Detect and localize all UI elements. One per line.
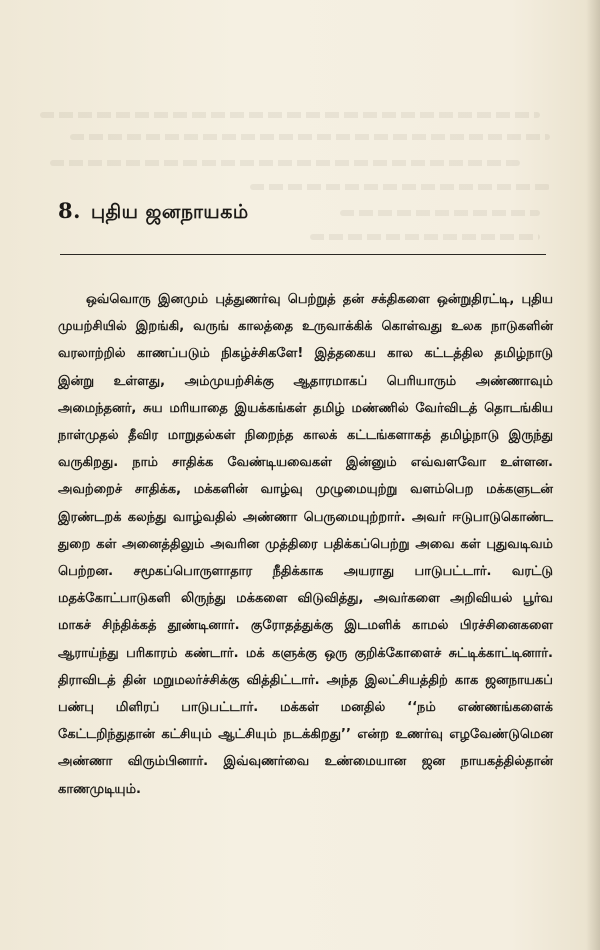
bleed-through-line bbox=[50, 160, 520, 166]
chapter-heading bbox=[58, 198, 558, 226]
chapter-number: 8. bbox=[58, 198, 81, 223]
body-paragraph: ஒவ்வொரு இனமும் புத்துணர்வு பெற்றுத் தன் சக்திகளை ஒன்றுதிரட்டி, புதிய முயற்சியில் இறங்கி, வருங் காலத்தை உருவாக்கிக் கொள்வது உலக நாடுகளின் வரலாற்றில் காணப்படும் நிகழ்ச்சிகளே! இத்தகைய கால கட்டத்தில தமிழ்நாடு இன்று உள்ளது, அம்முயற்சிக்கு ஆதாரமாகப் பெரியாரும் அண்ணாவும் அமைந்தனர், சுய மரியாதை இயக்கங்கள் தமிழ் மண்ணில் வேர்விடத் தொடங்கிய நாள்முதல் தீவிர மாறுதல்கள் நிறைந்த காலக் கட்டங்களாகத் தமிழ்நாடு இருந்து வருகிறது. நாம் சாதிக்க வேண்டியவைகள் இன்னும் எவ்வளவோ உள்ளன. அவற்றைச் சாதிக்க, மக்களின் வாழ்வு முழுமையுற்று வளம்பெற மக்களுடன் இரண்டறக் கலந்து வாழ்வதில் அண்ணா பெருமையுற்றார். அவர் ஈடுபாடுகொண்ட துறை கள் அனைத்திலும் அவரின முத்திரை பதிக்கப்பெற்று அவை கள் புதுவடிவம் பெற்றன. சமூகப்பொருளாதார நீதிக்காக அயராது பாடுபட்டார். வரட்டு மதக்கோட்பாடுகளி லிருந்து மக்களை விடுவித்து, அவர்களை அறிவியல் பூர்வ மாகச் சிந்திக்கத் தூண்டினார். குரோதத்துக்கு இடமளிக் காமல் பிரச்சினைகளை ஆராய்ந்து பரிகாரம் கண்டார். மக் களுக்கு ஒரு குறிக்கோளைச் சுட்டிக்காட்டினார். திராவிடத் தின் மறுமலர்ச்சிக்கு வித்திட்டார். அந்த இலட்சியத்திற் காக ஜனநாயகப் பண்பு மிளிரப் பாடுபட்டார். மக்கள் மனதில் ‘‘நம் எண்ணங்களைக் கேட்டறிந்துதான் கட்சியும் ஆட்சியும் நடக்கிறது’’ என்ற உணர்வு எழவேண்டுமென அண்ணா விரும்பினார். இவ்வுணர்வை உண்மையான ஜன நாயகத்தில்தான் காணமுடியும். bbox=[58, 292, 553, 797]
bleed-through-line bbox=[310, 234, 540, 240]
bleed-through-line bbox=[250, 184, 550, 190]
page-edge-shadow bbox=[586, 0, 600, 950]
heading-divider bbox=[60, 254, 546, 255]
chapter-title: புதிய ஜனநாயகம் bbox=[90, 201, 249, 223]
bleed-through-line bbox=[40, 112, 540, 118]
bleed-through-line bbox=[70, 134, 550, 140]
